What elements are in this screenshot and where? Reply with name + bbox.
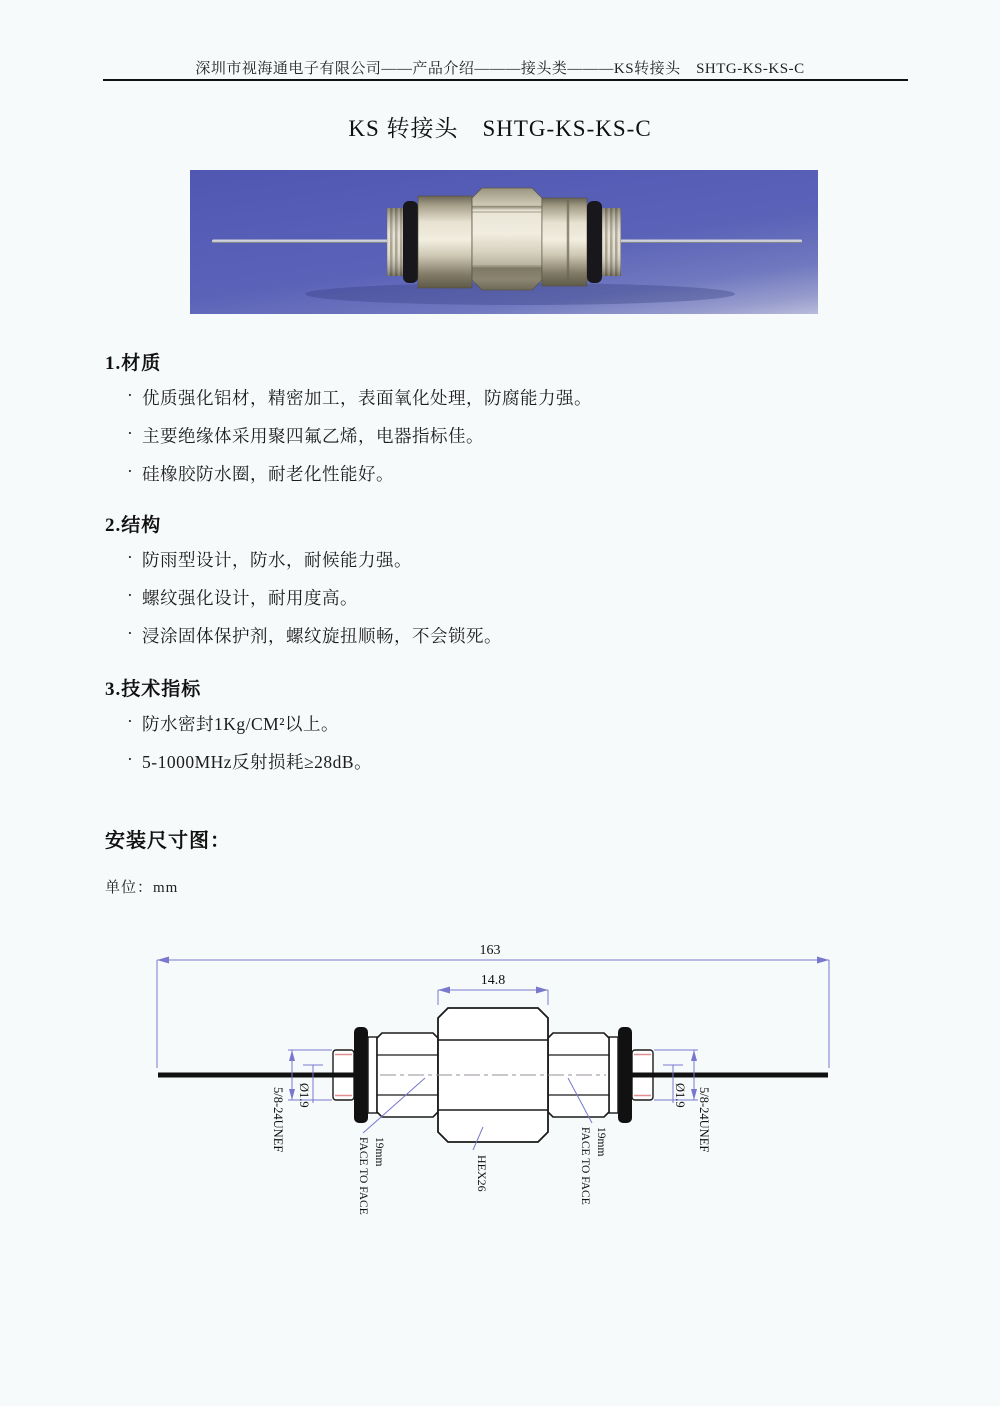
face-left-19mm: 19mm [373, 1137, 385, 1167]
pin-dia-right-label: Ø1.9 [673, 1083, 687, 1108]
bullet-item: · 浸涂固体保护剂，螺纹旋扭顺畅，不会锁死。 [127, 623, 502, 646]
bullet-item: · 硅橡胶防水圈，耐老化性能好。 [127, 461, 394, 484]
page-title: KS 转接头 SHTG-KS-KS-C [348, 116, 652, 141]
section-structure [105, 510, 502, 661]
thread-spec-left-label: 5/8-24UNEF [271, 1087, 285, 1153]
bullet-item: · 优质强化铝材，精密加工，表面氧化处理，防腐能力强。 [127, 385, 592, 408]
left-oring [403, 201, 418, 283]
bullet-item: · 防水密封1Kg/CM²以上。 [127, 711, 339, 734]
thread-spec-right-label: 5/8-24UNEF [697, 1087, 711, 1153]
section-material [105, 348, 592, 499]
connector-photo-graphic [190, 170, 818, 314]
install-dimension-title: 安装尺寸图： [105, 830, 231, 852]
unit-label: 单位：mm [105, 880, 179, 896]
bullet-item: · 防雨型设计，防水，耐候能力强。 [127, 547, 412, 570]
face-right-19mm: 19mm [595, 1127, 607, 1157]
dim-overall-label: 163 [479, 943, 501, 958]
bullet-dot: · [127, 749, 134, 769]
dimension-drawing [140, 915, 860, 1225]
section-heading: 1.材质 [105, 353, 162, 374]
section-specs [105, 674, 372, 787]
header-text: 深圳市视海通电子有限公司——产品介绍———接头类———KS转接头 SHTG-KS-KS-C [195, 61, 805, 77]
right-oring [587, 201, 602, 283]
bullet-dot: · [127, 623, 134, 643]
center-hex [472, 188, 542, 290]
dim-hex-width-label: 14.8 [480, 973, 506, 988]
header-rule [103, 79, 908, 81]
bullet-item: · 5-1000MHz反射损耗≥28dB。 [127, 749, 373, 772]
left-oring-drawn [354, 1027, 368, 1123]
bullet-dot: · [127, 385, 134, 405]
left-thread [387, 208, 405, 276]
face-left-label: FACE TO FACE [357, 1137, 369, 1215]
bullet-item: · 主要绝缘体采用聚四氟乙烯，电器指标佳。 [127, 423, 484, 446]
dim-hex-width [438, 987, 548, 1006]
bullet-dot: · [127, 547, 134, 567]
product-photo [190, 170, 818, 314]
right-thread [602, 208, 621, 276]
bullet-item: · 螺纹强化设计，耐用度高。 [127, 585, 358, 608]
section-heading: 3.技术指标 [105, 679, 202, 700]
bullet-dot: · [127, 585, 134, 605]
right-barrel [542, 198, 587, 286]
right-oring-drawn [618, 1027, 632, 1123]
section-heading: 2.结构 [105, 515, 162, 536]
bullet-dot: · [127, 461, 134, 481]
face-right-label: FACE TO FACE [579, 1127, 591, 1205]
left-flange [368, 1037, 377, 1113]
left-barrel [418, 196, 472, 288]
bullet-dot: · [127, 711, 134, 731]
right-flange [609, 1037, 618, 1113]
hex26-label: HEX26 [475, 1155, 489, 1192]
pin-dia-left-label: Ø1.9 [297, 1083, 311, 1108]
bullet-dot: · [127, 423, 134, 443]
dimension-drawing-svg [140, 915, 860, 1225]
